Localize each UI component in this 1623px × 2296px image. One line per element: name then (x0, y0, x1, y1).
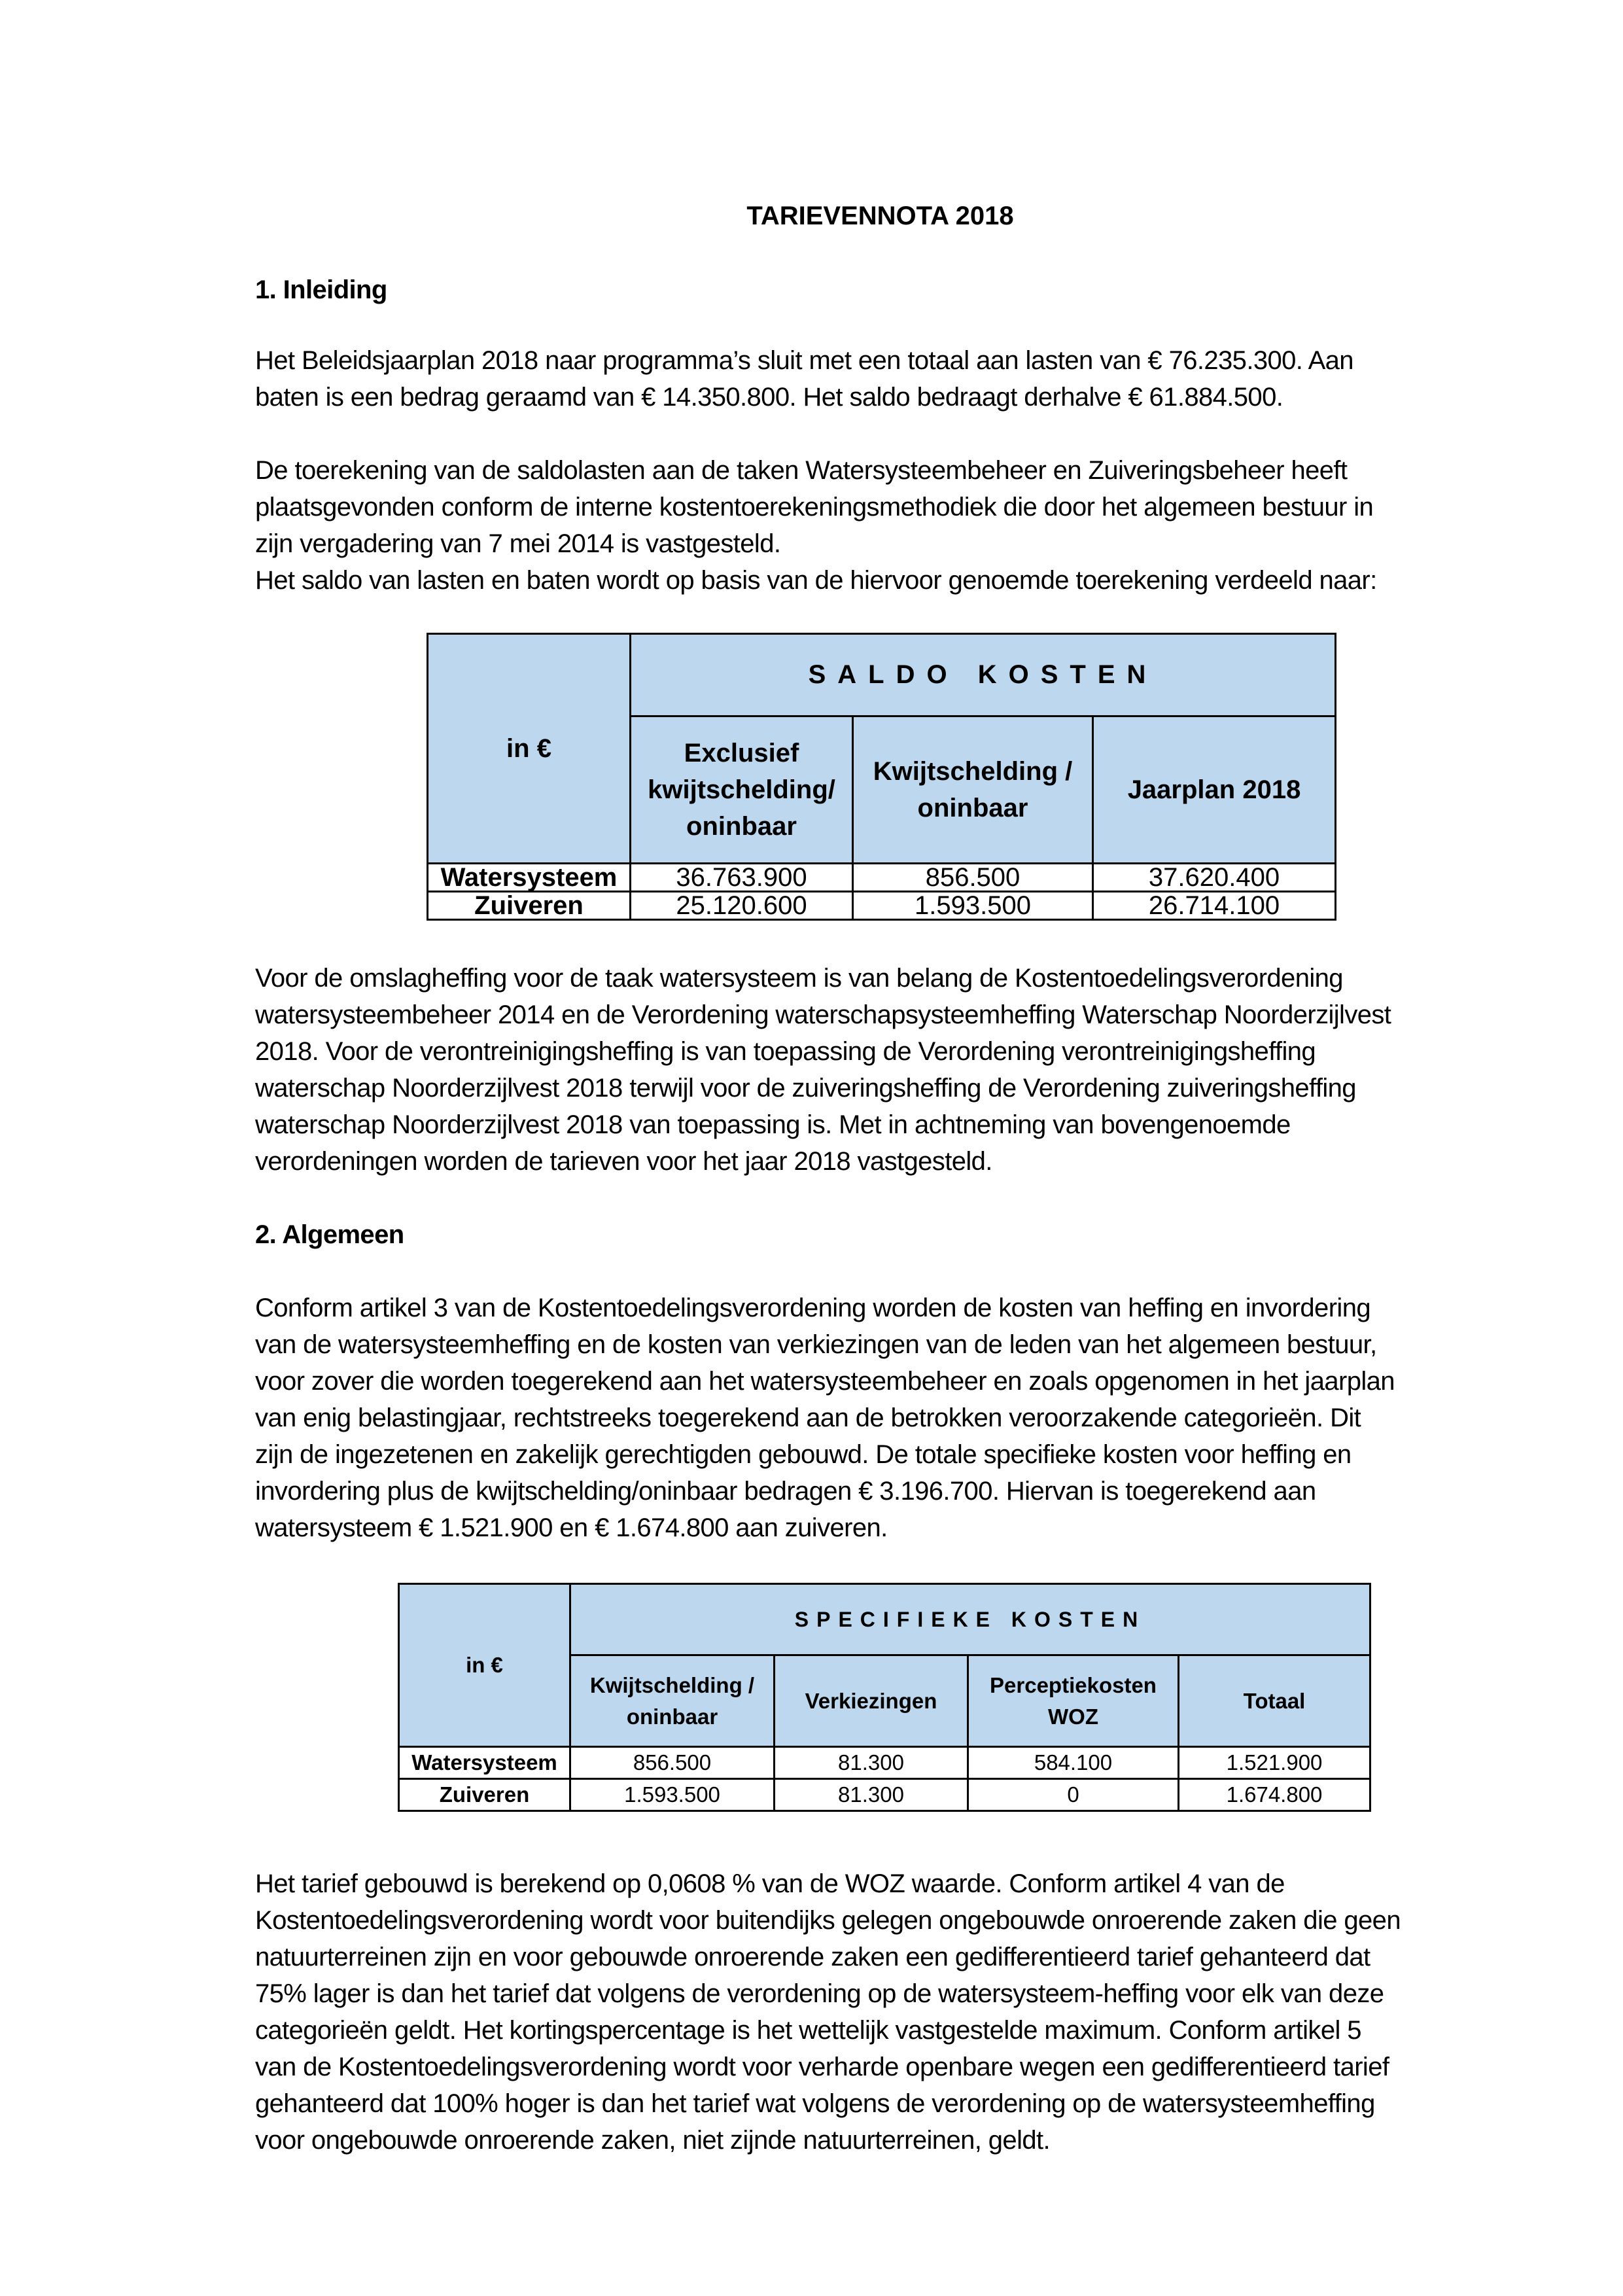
column-header-kwijtschelding: Kwijtschelding / oninbaar (570, 1655, 775, 1747)
table-row (399, 1779, 1370, 1811)
text-line: Het Beleidsjaarplan 2018 naar programma’s sluit met een totaal aan lasten van € 76.235.300. Aan (255, 346, 1353, 375)
table-cell: 26.714.100 (1093, 892, 1336, 920)
table-cell: 36.763.900 (631, 864, 853, 892)
table-group-header: SALDO KOSTEN (631, 634, 1336, 716)
column-header-exclusief: Exclusief kwijtschelding/ oninbaar (631, 716, 853, 864)
section-heading-algemeen: 2. Algemeen (255, 1220, 404, 1249)
table-corner-label: in € (428, 634, 631, 864)
paragraph-specifieke-kosten (255, 1290, 1524, 1546)
table-cell: 1.521.900 (1179, 1747, 1370, 1779)
text-line: 75% lager is dan het tarief dat volgens de verordening op de watersysteem-heffing voor elk van deze (255, 1979, 1384, 2008)
table-cell: 25.120.600 (631, 892, 853, 920)
row-label: Watersysteem (428, 864, 631, 892)
text-line: waterschap Noorderzijlvest 2018 terwijl voor de zuiveringsheffing de Verordening zuiveringsheffing (255, 1074, 1356, 1103)
table-cell: 584.100 (968, 1747, 1179, 1779)
table-corner-label: in € (399, 1584, 570, 1747)
text-line: natuurterreinen zijn en voor gebouwde onroerende zaken een gedifferentieerd tarief gehanteerd dat (255, 1943, 1370, 1971)
text-line: invordering plus de kwijtschelding/oninbaar bedragen € 3.196.700. Hiervan is toegerekend aan (255, 1477, 1316, 1506)
column-header-perceptiekosten: Perceptiekosten WOZ (968, 1655, 1179, 1747)
text-line: waterschap Noorderzijlvest 2018 van toepassing is. Met in achtneming van bovengenoemde (255, 1110, 1291, 1139)
specifieke-kosten-table (398, 1583, 1371, 1812)
text-line: Conform artikel 3 van de Kostentoedelingsverordening worden de kosten van heffing en invordering (255, 1294, 1370, 1322)
table-row (399, 1747, 1370, 1779)
column-header-totaal: Totaal (1179, 1655, 1370, 1747)
column-header-kwijtschelding: Kwijtschelding / oninbaar (853, 716, 1093, 864)
table-cell: 1.674.800 (1179, 1779, 1370, 1811)
text-line: van enig belastingjaar, rechtstreeks toegerekend aan de betrokken veroorzakende categorieën. Dit (255, 1404, 1361, 1432)
row-label: Watersysteem (399, 1747, 570, 1779)
table-cell: 856.500 (853, 864, 1093, 892)
text-line: verordeningen worden de tarieven voor het jaar 2018 vastgesteld. (255, 1147, 992, 1176)
paragraph-lasten-baten (255, 342, 1524, 415)
text-line: zijn de ingezetenen en zakelijk gerechtigden gebouwd. De totale specifieke kosten voor heffing en (255, 1440, 1352, 1469)
text-line: gehanteerd dat 100% hoger is dan het tarief wat volgens de verordening op de watersysteemheffing (255, 2089, 1375, 2118)
table-row (428, 864, 1336, 892)
table-cell: 81.300 (775, 1747, 968, 1779)
text-line: van de watersysteemheffing en de kosten van verkiezingen van de leden van het algemeen bestuur, (255, 1330, 1377, 1359)
text-line: De toerekening van de saldolasten aan de taken Watersysteembeheer en Zuiveringsbeheer heeft (255, 456, 1348, 485)
table-row (428, 892, 1336, 920)
text-line: voor ongebouwde onroerende zaken, niet zijnde natuurterreinen, geldt. (255, 2126, 1051, 2155)
paragraph-toerekening (255, 452, 1524, 599)
text-line: plaatsgevonden conform de interne kostentoerekeningsmethodiek die door het algemeen bestuur in (255, 493, 1374, 521)
text-line: watersysteembeheer 2014 en de Verordening waterschapsysteemheffing Waterschap Noorderzijlvest (255, 1000, 1391, 1029)
paragraph-verordeningen (255, 960, 1524, 1180)
table-cell: 0 (968, 1779, 1179, 1811)
text-line: watersysteem € 1.521.900 en € 1.674.800 aan zuiveren. (255, 1513, 888, 1542)
text-line: Kostentoedelingsverordening wordt voor buitendijks gelegen ongebouwde onroerende zaken die geen (255, 1906, 1401, 1935)
text-line: 2018. Voor de verontreinigingsheffing is van toepassing de Verordening verontreinigingsheffing (255, 1037, 1316, 1066)
text-line: van de Kostentoedelingsverordening wordt voor verharde openbare wegen een gedifferentieerd tarief (255, 2053, 1389, 2081)
document-title: TARIEVENNOTA 2018 (746, 202, 1014, 230)
table-cell: 1.593.500 (570, 1779, 775, 1811)
row-label: Zuiveren (399, 1779, 570, 1811)
text-line: Het saldo van lasten en baten wordt op basis van de hiervoor genoemde toerekening verdeeld naar: (255, 566, 1377, 595)
text-line: baten is een bedrag geraamd van € 14.350.800. Het saldo bedraagt derhalve € 61.884.500. (255, 383, 1283, 412)
column-header-jaarplan: Jaarplan 2018 (1093, 716, 1336, 864)
column-header-verkiezingen: Verkiezingen (775, 1655, 968, 1747)
table-group-header: SPECIFIEKE KOSTEN (570, 1584, 1370, 1655)
saldo-kosten-table (427, 633, 1336, 921)
table-cell: 1.593.500 (853, 892, 1093, 920)
text-line: Voor de omslagheffing voor de taak watersysteem is van belang de Kostentoedelingsverordening (255, 964, 1343, 993)
table-cell: 37.620.400 (1093, 864, 1336, 892)
row-label: Zuiveren (428, 892, 631, 920)
table-cell: 81.300 (775, 1779, 968, 1811)
text-line: zijn vergadering van 7 mei 2014 is vastgesteld. (255, 529, 781, 558)
paragraph-tarief-gebouwd (255, 1865, 1524, 2159)
table-cell: 856.500 (570, 1747, 775, 1779)
section-heading-inleiding: 1. Inleiding (255, 275, 387, 304)
text-line: voor zover die worden toegerekend aan het watersysteembeheer en zoals opgenomen in het jaarplan (255, 1367, 1395, 1396)
text-line: Het tarief gebouwd is berekend op 0,0608 % van de WOZ waarde. Conform artikel 4 van de (255, 1869, 1285, 1898)
text-line: categorieën geldt. Het kortingspercentage is het wettelijk vastgestelde maximum. Conform artikel 5 (255, 2016, 1361, 2045)
